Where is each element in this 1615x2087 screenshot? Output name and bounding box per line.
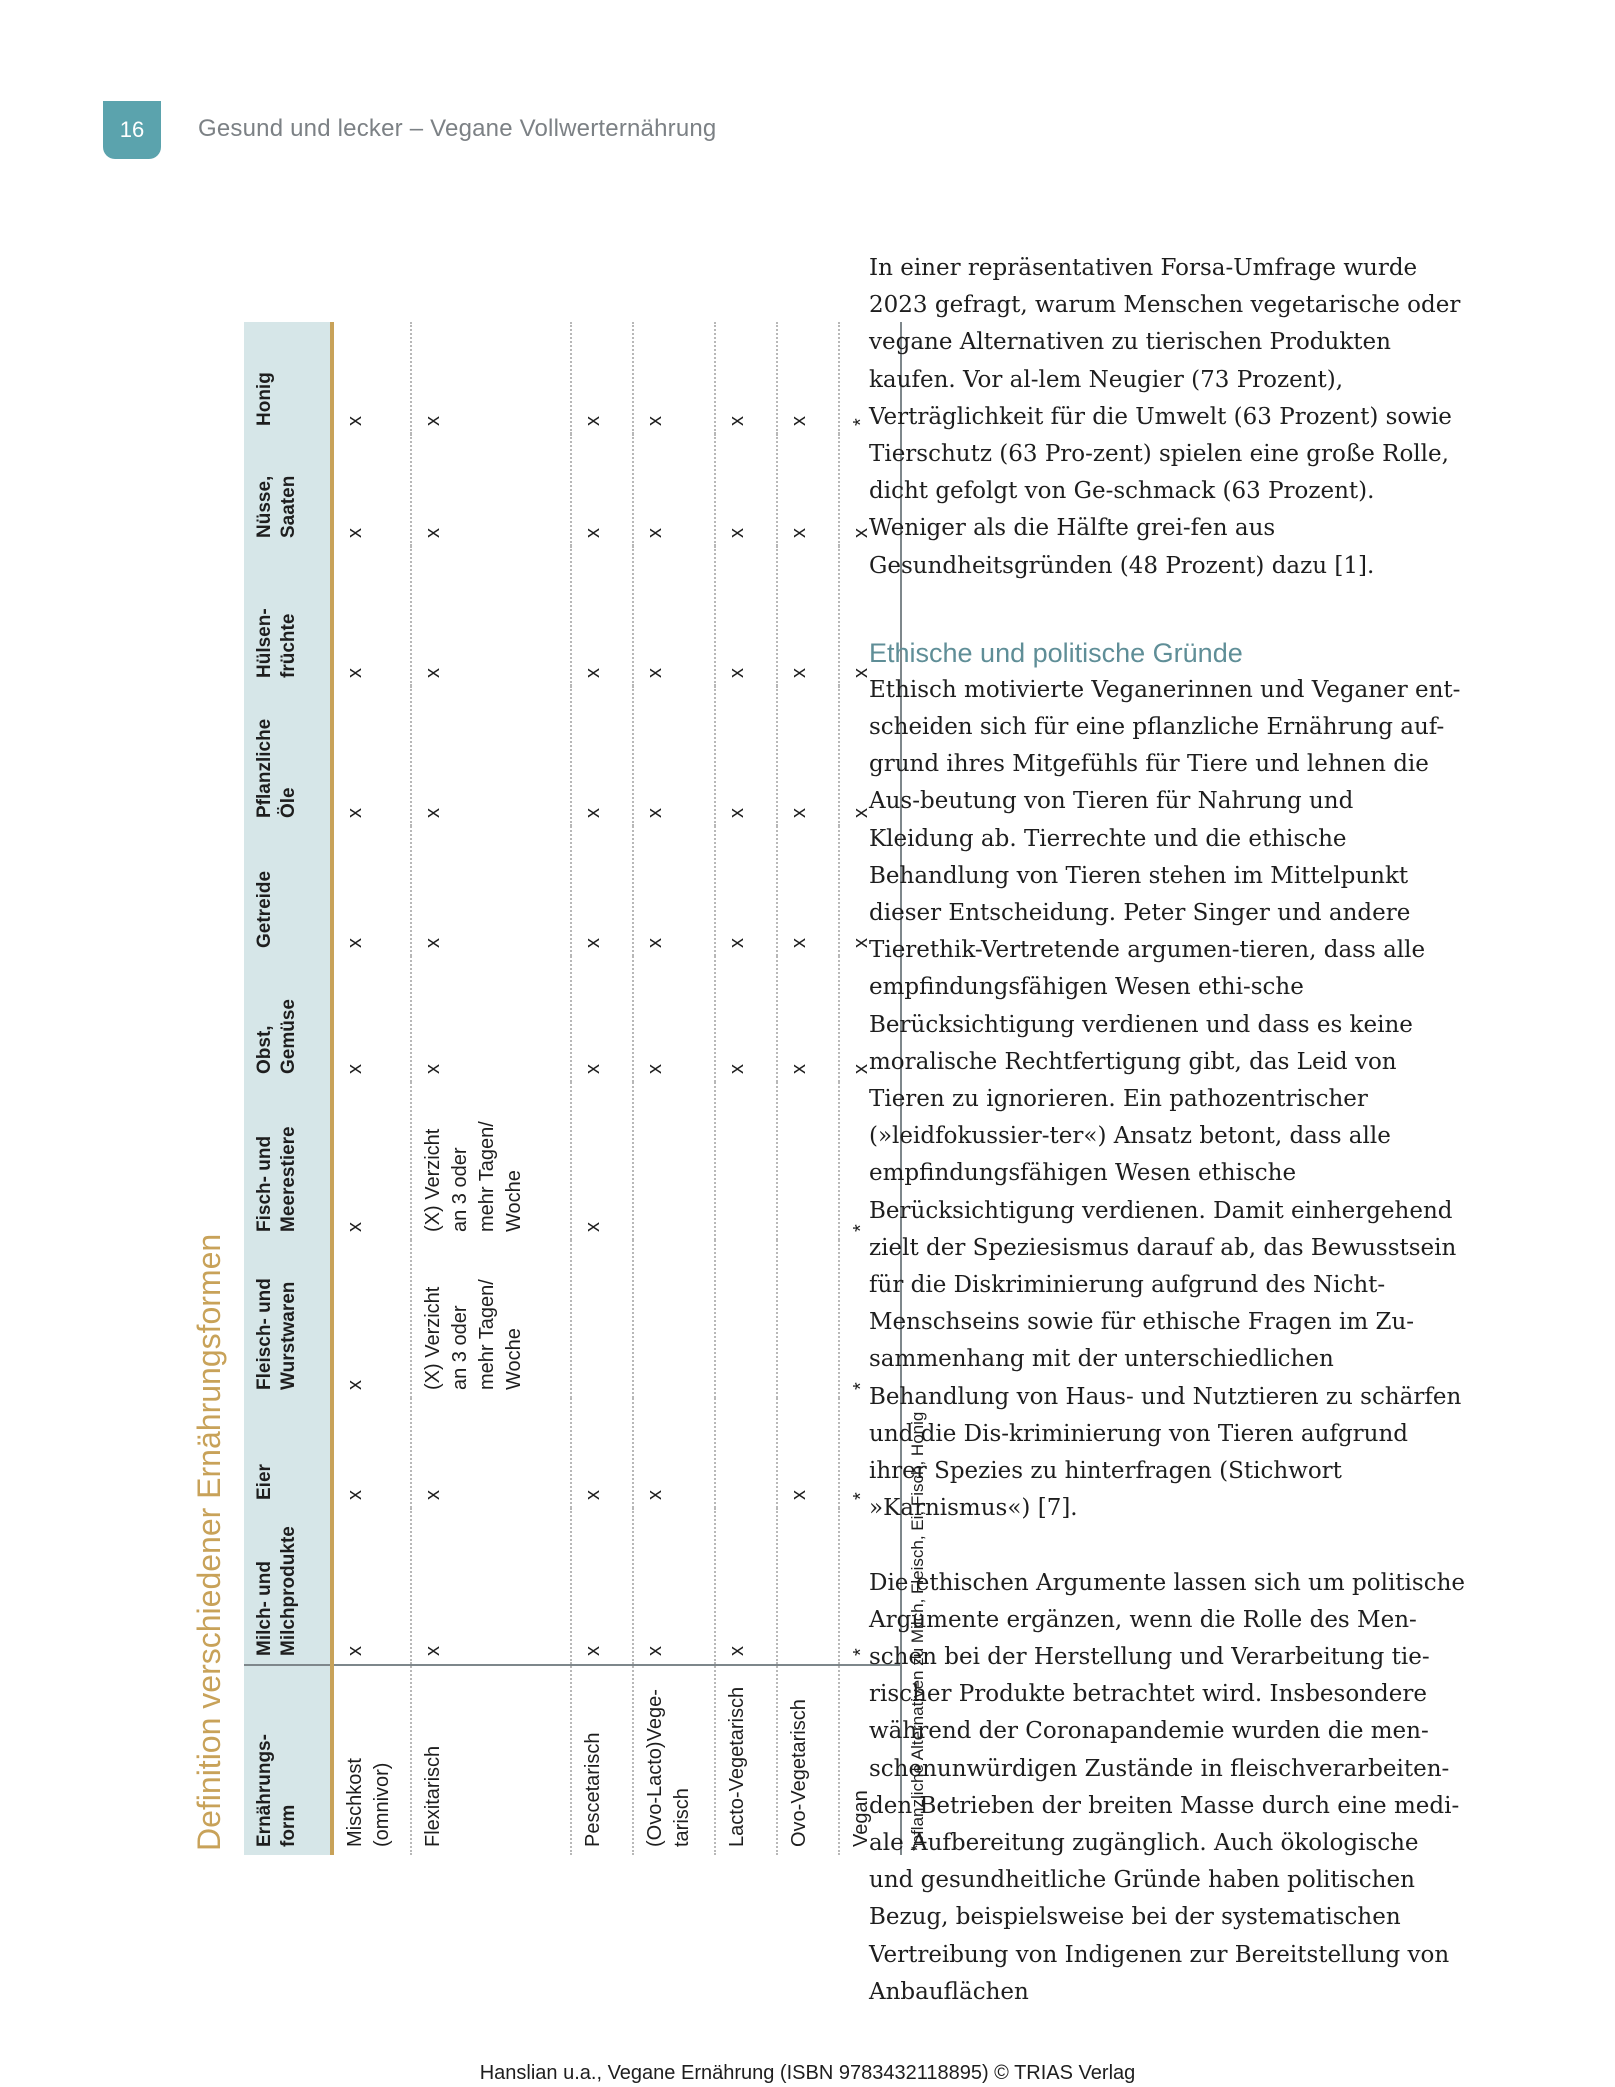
table-row [715,322,777,1855]
running-title: Gesund und lecker – Vegane Vollwerternährung [198,115,717,142]
table-cell: x [332,686,411,826]
table-row [777,322,839,1855]
table-footnote: *pflanzliche Alternativen zu Milch, Fleisch, Ei, Fisch, Honig [908,1411,927,1851]
table-cell: x [571,1508,633,1665]
table-cell: x [777,826,839,956]
table-cell: x [411,322,571,434]
table-cell: x [839,686,901,826]
table-cell: x [411,1508,571,1665]
table-cell: x [411,546,571,686]
table-cell: * [839,1240,901,1398]
column-header: Honig [244,322,332,434]
row-label: (Ovo-Lacto)Vege- tarisch [633,1665,715,1855]
table-cell: x [411,826,571,956]
article-column [869,250,1465,2011]
table-cell [571,1240,633,1398]
column-header: Pflanzliche Öle [244,686,332,826]
column-header: Nüsse, Saaten [244,434,332,546]
table-cell: x [715,826,777,956]
row-label: Flexitarisch [411,1665,571,1855]
table-header-row [244,322,332,1855]
table-cell: x [633,956,715,1082]
table-cell: x [332,322,411,434]
row-label: Mischkost (omnivor) [332,1665,411,1855]
table-cell: x [332,1082,411,1240]
page-number-badge: 16 [103,101,161,159]
table-cell [715,1398,777,1508]
table-cell: x [411,1398,571,1508]
table-cell: x [715,1508,777,1665]
table-cell: x [332,546,411,686]
intro-paragraph: In einer repräsentativen Forsa-Umfrage wurde 2023 gefragt, warum Menschen vegetarische oder vegane Alternativen zu tierischen Produkten kaufen. Vor al-lem Neugier (73 Prozent), Verträglichkeit für die Umwelt (63 Prozent) sowie Tierschutz (63 Pro-zent) spielen eine große Rolle, dicht gefolgt von Ge-schmack (63 Prozent). Weniger als die Hälfte grei-fen aus Gesundheitsgründen (48 Prozent) dazu [1]. [869,255,1461,579]
table-cell: x [332,1398,411,1508]
table-cell: x [777,546,839,686]
table-cell [715,1082,777,1240]
table-cell: x [332,956,411,1082]
table-cell: x [571,546,633,686]
table-row [411,322,571,1855]
table-cell: x [571,322,633,434]
page-footer: Hanslian u.a., Vegane Ernährung (ISBN 9783432118895) © TRIAS Verlag [479,2062,1136,2084]
table-cell: x [777,434,839,546]
table-cell: x [777,686,839,826]
table-cell [777,1508,839,1665]
table-cell: x [633,434,715,546]
row-label: Lacto-Vegetarisch [715,1665,777,1855]
table-cell: x [715,546,777,686]
table-cell: (X) Verzicht an 3 oder mehr Tagen/ Woche [411,1240,571,1398]
table-cell: x [839,956,901,1082]
table-cell: x [839,434,901,546]
column-header: Eier [244,1398,332,1508]
table-cell: * [839,1082,901,1240]
table-cell: x [633,1508,715,1665]
table-cell: x [715,686,777,826]
column-header: Hülsen- früchte [244,546,332,686]
table-cell: x [715,956,777,1082]
table-cell: x [633,322,715,434]
table-cell [715,1240,777,1398]
table-cell: * [839,322,901,434]
table-cell: x [571,826,633,956]
politics-paragraph: Die ethischen Argumente lassen sich um politische Argumente ergänzen, wenn die Rolle des Men-schen bei der Herstellung und Verarbeitung tie-rischer Produkte betrachtet wird. Insbesondere während der Coronapandemie wurden die men-schenunwürdigen Zustände in fleischverarbeiten-den Betrieben der breiten Masse durch eine medi-ale Aufbereitung zugänglich. Auch ökologische und gesundheitliche Gründe haben politischen Bezug, beispielsweise bei der systematischen Vertreibung von Indigenen zur Bereitstellung von Anbauflächen [869,1569,1466,2005]
table-cell: x [571,1082,633,1240]
table-cell: x [839,826,901,956]
table-cell [633,1082,715,1240]
table-cell: x [411,686,571,826]
table-row [332,322,411,1855]
row-label: Pescetarisch [571,1665,633,1855]
column-header: Getreide [244,826,332,956]
column-header: Fleisch- und Wurstwaren [244,1240,332,1398]
table-cell: * [839,1508,901,1665]
table-row [571,322,633,1855]
table-cell: x [332,1508,411,1665]
column-header: Milch- und Milchprodukte [244,1508,332,1665]
table-cell: x [571,686,633,826]
table-cell: x [777,322,839,434]
section-heading: Ethische und politische Gründe [869,637,1243,668]
table-cell: x [633,826,715,956]
diet-forms-table [244,322,902,1855]
table-cell: x [633,1398,715,1508]
table-cell: x [571,956,633,1082]
table-cell: x [411,956,571,1082]
table-cell: x [332,434,411,546]
table-cell [777,1240,839,1398]
table-cell: x [633,546,715,686]
table-cell: x [571,434,633,546]
row-label: Ovo-Vegetarisch [777,1665,839,1855]
column-header: Obst, Gemüse [244,956,332,1082]
table-cell: x [777,956,839,1082]
diet-table-block [188,255,932,1855]
ethics-paragraph: Ethisch motivierte Veganerinnen und Veganer ent-scheiden sich für eine pflanzliche Ernährung auf-grund ihres Mitgefühls für Tiere und lehnen die Aus-beutung von Tieren für Nahrung und Kleidung ab. Tierrechte und die ethische Behandlung von Tieren stehen im Mittelpunkt dieser Entscheidung. Peter Singer und andere Tierethik-Vertretende argumen-tieren, dass alle empfindungsfähigen Wesen ethi-sche Berücksichtigung verdienen und dass es keine moralische Rechtfertigung gibt, das Leid von Tieren zu ignorieren. Ein pathozentrischer (»leidfokussier-ter«) Ansatz betont, dass alle empfindungsfähigen Wesen ethische Berücksichtigung verdienen. Damit einhergehend zielt der Speziesismus darauf ab, das Bewusstsein für die Diskriminierung aufgrund des Nicht-Menschseins sowie für ethische Fragen im Zu-sammenhang mit der unterschiedlichen Behandlung von Haus- und Nutztieren zu schärfen und die Dis-kriminierung von Tieren aufgrund ihrer Spezies zu hinterfragen (Stichwort »Karnismus«) [7]. [869,676,1462,1522]
table-cell: x [571,1398,633,1508]
row-label: Vegan [839,1665,901,1855]
table-cell: x [633,686,715,826]
table-cell: (X) Verzicht an 3 oder mehr Tagen/ Woche [411,1082,571,1240]
table-cell: x [715,322,777,434]
table-cell: x [839,546,901,686]
table-cell: x [777,1398,839,1508]
column-header: Fisch- und Meerestiere [244,1082,332,1240]
table-cell: x [332,1240,411,1398]
table-cell [777,1082,839,1240]
table-cell: x [332,826,411,956]
table-row [633,322,715,1855]
table-cell: * [839,1398,901,1508]
table-caption: Definition verschiedener Ernährungsformen [191,1233,227,1851]
table-cell: x [715,434,777,546]
table-cell: x [411,434,571,546]
table-cell [633,1240,715,1398]
column-header-form: Ernährungs- form [244,1665,332,1855]
